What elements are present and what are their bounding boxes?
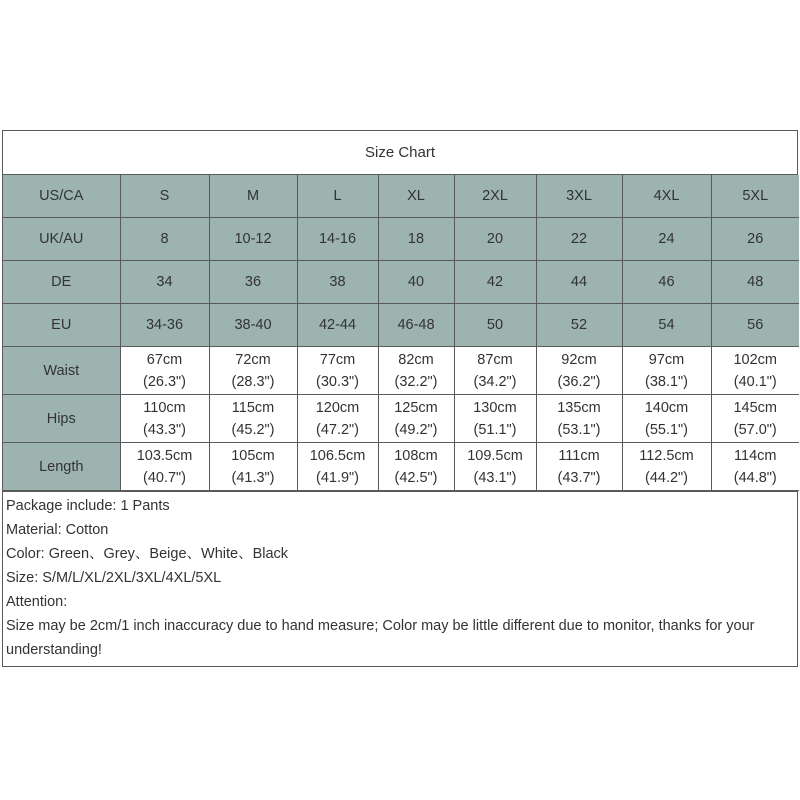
size-cell: 5XL (711, 175, 799, 218)
size-cell: M (209, 175, 297, 218)
measurement-cell (536, 395, 622, 443)
size-cell: 48 (711, 261, 799, 304)
size-cell: 4XL (622, 175, 711, 218)
size-cell: 2XL (454, 175, 536, 218)
size-cell: 42 (454, 261, 536, 304)
cm-value: 140cm (644, 399, 689, 416)
cm-value: 103.5cm (136, 447, 193, 464)
inch-value: (51.1") (473, 421, 517, 438)
measurement-cell (297, 395, 378, 443)
cm-value: 106.5cm (309, 447, 366, 464)
cm-value: 110cm (143, 399, 186, 416)
row-header: UK/AU (3, 218, 120, 261)
measurement-cell (454, 395, 536, 443)
size-cell: 3XL (536, 175, 622, 218)
size-cell: 20 (454, 218, 536, 261)
inch-value: (30.3") (315, 373, 360, 390)
inch-value: (28.3") (231, 373, 275, 390)
size-cell: 34 (120, 261, 209, 304)
measurement-cell (454, 443, 536, 491)
cm-value: 87cm (477, 351, 513, 368)
inch-value: (41.3") (231, 469, 275, 486)
size-cell: L (297, 175, 378, 218)
size-cell: 38-40 (209, 304, 297, 347)
attention-note: Attention: (6, 594, 68, 610)
package-note: Package include: 1 Pants (6, 498, 170, 514)
inch-value: (43.7") (557, 469, 601, 486)
inch-value: (43.1") (473, 469, 517, 486)
product-notes (3, 491, 797, 666)
measurement-cell (711, 347, 799, 395)
size-cell: 44 (536, 261, 622, 304)
measurement-cell (120, 395, 209, 443)
inch-value: (32.2") (394, 373, 438, 390)
cm-value: 72cm (235, 351, 271, 368)
measurement-cell (209, 443, 297, 491)
measurement-cell (711, 395, 799, 443)
size-row (3, 304, 799, 347)
size-row (3, 175, 799, 218)
cm-value: 97cm (648, 351, 685, 368)
row-header: EU (3, 304, 120, 347)
size-row (3, 218, 799, 261)
inch-value: (41.9") (315, 469, 360, 486)
measurement-row (3, 395, 799, 443)
size-cell: 14-16 (297, 218, 378, 261)
inch-value: (43.3") (142, 421, 187, 438)
measurement-cell (378, 347, 454, 395)
size-note: Size: S/M/L/XL/2XL/3XL/4XL/5XL (6, 570, 222, 586)
size-cell: 46-48 (378, 304, 454, 347)
measurement-cell (297, 347, 378, 395)
cm-value: 77cm (319, 351, 356, 368)
cm-value: 145cm (733, 399, 778, 416)
size-cell: 46 (622, 261, 711, 304)
size-cell: 10-12 (209, 218, 297, 261)
material-note: Material: Cotton (6, 522, 109, 538)
cm-value: 82cm (398, 351, 434, 368)
measurement-cell (622, 395, 711, 443)
measurement-cell (120, 443, 209, 491)
measurement-cell (622, 347, 711, 395)
measurement-cell (378, 443, 454, 491)
measurement-cell (297, 443, 378, 491)
inch-value: (44.8") (733, 469, 777, 486)
measurement-cell (536, 347, 622, 395)
chart-title: Size Chart (3, 131, 797, 175)
measurement-row (3, 443, 799, 491)
inch-value: (47.2") (315, 421, 360, 438)
size-chart (2, 130, 798, 667)
size-cell: 8 (120, 218, 209, 261)
cm-value: 111cm (558, 447, 600, 464)
inch-value: (44.2") (644, 469, 689, 486)
size-cell: 34-36 (120, 304, 209, 347)
cm-value: 67cm (146, 351, 183, 368)
measurement-cell (711, 443, 799, 491)
measurement-cell (209, 395, 297, 443)
size-cell: 40 (378, 261, 454, 304)
inch-value: (57.0") (733, 421, 777, 438)
inch-value: (38.1") (644, 373, 689, 390)
size-table (3, 175, 799, 491)
size-cell: 36 (209, 261, 297, 304)
cm-value: 135cm (557, 399, 601, 416)
measurement-cell (120, 347, 209, 395)
row-header: US/CA (3, 175, 120, 218)
inch-value: (45.2") (231, 421, 275, 438)
cm-value: 105cm (231, 447, 275, 464)
size-cell: 52 (536, 304, 622, 347)
row-header: Waist (3, 347, 120, 395)
size-cell: S (120, 175, 209, 218)
cm-value: 120cm (315, 399, 360, 416)
row-header: Hips (3, 395, 120, 443)
size-cell: 24 (622, 218, 711, 261)
row-header: Length (3, 443, 120, 491)
measurement-cell (622, 443, 711, 491)
row-header: DE (3, 261, 120, 304)
size-cell: 38 (297, 261, 378, 304)
inch-value: (53.1") (557, 421, 601, 438)
inch-value: (49.2") (394, 421, 438, 438)
cm-value: 130cm (473, 399, 517, 416)
size-cell: 56 (711, 304, 799, 347)
measurement-row (3, 347, 799, 395)
disclaimer-note: Size may be 2cm/1 inch inaccuracy due to hand measure; Color may be little different due to monitor, thanks for your understanding! (6, 618, 755, 658)
inch-value: (40.7") (142, 469, 187, 486)
cm-value: 112.5cm (639, 447, 694, 464)
size-cell: 54 (622, 304, 711, 347)
cm-value: 109.5cm (467, 447, 523, 464)
cm-value: 115cm (231, 399, 275, 416)
size-cell: XL (378, 175, 454, 218)
size-cell: 42-44 (297, 304, 378, 347)
size-cell: 22 (536, 218, 622, 261)
size-cell: 18 (378, 218, 454, 261)
size-cell: 50 (454, 304, 536, 347)
inch-value: (42.5") (394, 469, 438, 486)
cm-value: 102cm (733, 351, 778, 368)
color-note: Color: Green、Grey、Beige、White、Black (6, 546, 289, 562)
measurement-cell (209, 347, 297, 395)
measurement-cell (378, 395, 454, 443)
cm-value: 125cm (394, 399, 438, 416)
inch-value: (34.2") (473, 373, 517, 390)
inch-value: (36.2") (557, 373, 601, 390)
inch-value: (40.1") (733, 373, 777, 390)
size-cell: 26 (711, 218, 799, 261)
cm-value: 92cm (561, 351, 597, 368)
measurement-cell (454, 347, 536, 395)
inch-value: (55.1") (644, 421, 689, 438)
size-row (3, 261, 799, 304)
cm-value: 108cm (394, 447, 438, 464)
measurement-cell (536, 443, 622, 491)
inch-value: (26.3") (142, 373, 187, 390)
cm-value: 114cm (734, 447, 777, 464)
